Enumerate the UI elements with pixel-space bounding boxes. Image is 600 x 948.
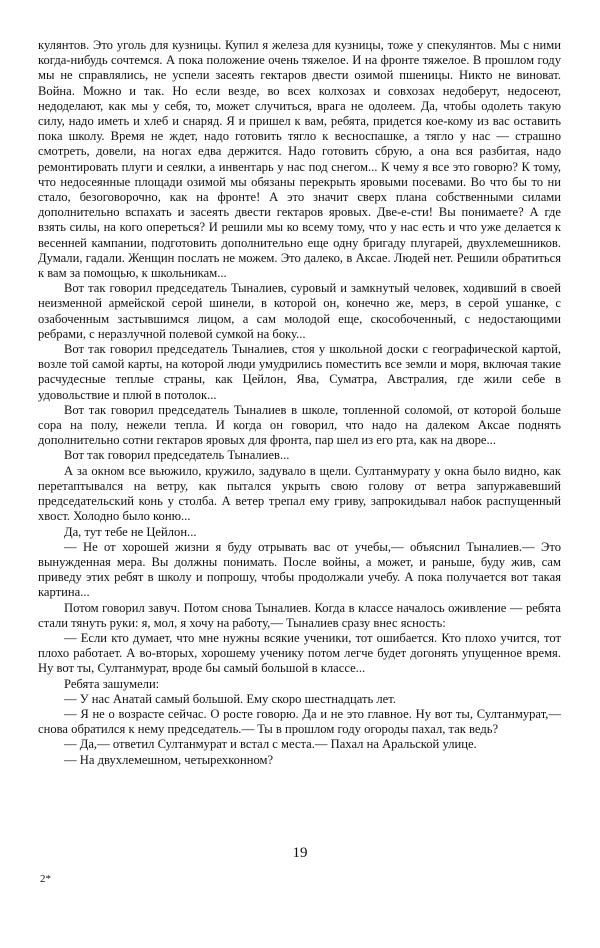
body-text xyxy=(38,38,561,768)
paragraph: — Я не о возрасте сейчас. О росте говорю. Да и не это главное. Ну вот ты, Султанмурат,— снова обратился к нему председатель.— Ты в прошлом году огороды пахал, так ведь? xyxy=(38,706,561,737)
paragraph: — Да,— ответил Султанмурат и встал с места.— Пахал на Аральской улице. xyxy=(64,737,477,752)
signature-mark: 2* xyxy=(40,873,51,885)
paragraph: — Не от хорошей жизни я буду отрывать вас от учебы,— объяснил Тыналиев.— Это вынужденная мера. Вы должны понимать. После войны, а может, и раньше, буду жив, сам приведу этих ребят в школу и попрошу, чтобы продолжали учебу. А пока получается вот такая картина... xyxy=(38,539,561,600)
paragraph: — Если кто думает, что мне нужны всякие ученики, тот ошибается. Кто плохо учится, тот плохо работает. А во-вторых, хорошему ученику потом легче будет догонять упущенное время. Ну вот ты, Султанмурат, вроде бы самый большой в классе... xyxy=(38,630,561,676)
paragraph: Вот так говорил председатель Тыналиев в школе, топленной соломой, от которой больше сора на полу, нежели тепла. И когда он говорил, что надо на далеком Аксае поднять дополнительно сотни гектаров яровых для фронта, пар шел из его рта, как на дворе... xyxy=(38,402,561,448)
paragraph: Ребята зашумели: xyxy=(64,676,160,691)
paragraph: кулянтов. Это уголь для кузницы. Купил я железа для кузницы, тоже у спекулянтов. Мы с ними когда-нибудь сочтемся. А пока положение очень тяжелое. И на фронте тяжелое. В прошлом году мы не справлялись, не успели засеять гектаров двести озимой пшеницы. Никто не виноват. Война. Можно и так. Но если везде, во всех колхозах и совхозах недоберут, недосеют, недоделают, как мы у себя, то, может случиться, врага не одолеем. Да, чтобы одолеть такую силу, надо иметь и хлеб и снаряд. Я и пришел к вам, ребята, придется кое-кому из вас оставить пока школу. Время не ждет, надо готовить тягло к весноспашке, а тягло у нас — страшно смотреть, довели, на ногах едва держится. Надо готовить сбрую, а она вся разбитая, надо ремонтировать плуги и сеялки, а инвентарь у нас под снегом... К чему я все это говорю? К тому, что недосеянные площади озимой мы обязаны перекрыть яровыми посевами. Во что бы то ни стало, безоговорочно, как на фронте! А это значит сверх плана собственными силами дополнительно вспахать и засеять двести гектаров яровых. Две-е-сти! Вы понимаете? А где взять силы, на кого опереться? И решили мы ко всему тому, что у нас есть и что уже делается к весенней кампании, подготовить дополнительно еще одну бригаду плугарей, двухлемешников. Думали, гадали. Женщин послать не можем. Это далеко, в Аксае. Людей нет. Решили обратиться к вам за помощью, к школьникам... xyxy=(38,38,561,281)
paragraph: Да, тут тебе не Цейлон... xyxy=(64,524,197,539)
paragraph: А за окном все вьюжило, кружило, задувало в щели. Султанмурату у окна было видно, как перетаптывался на ветру, как пытался укрыть свою голову от ветра запуржавевший председательский конь у столба. А ветер трепал ему гриву, запрокидывал набок распущенный хвост. Холодно было коню... xyxy=(38,463,561,524)
paragraph: — На двухлемешном, четырехконном? xyxy=(64,752,274,767)
paragraph: Вот так говорил председатель Тыналиев... xyxy=(64,448,290,463)
paragraph: Потом говорил завуч. Потом снова Тыналиев. Когда в классе началось оживление — ребята стали тянуть руки: я, мол, я хочу на работу,— Тыналиев сразу внес ясность: xyxy=(38,600,561,630)
paragraph: Вот так говорил председатель Тыналиев, суровый и замкнутый человек, ходивший в своей неизменной армейской серой шинели, в которой он, конечно же, мерз, в серой ушанке, с озабоченным застывшимся лицом, а сам молодой еще, скособоченный, с недостающими ребрами, с неразлучной полевой сумкой на боку... xyxy=(38,281,561,341)
paragraph: Вот так говорил председатель Тыналиев, стоя у школьной доски с географической картой, возле той самой карты, на которой люди умудрились поместить все земли и моря, включая такие расчудесные теплые страны, как Цейлон, Ява, Суматра, Австралия, где жили себе в удовольствие и плюй в потолок... xyxy=(38,342,561,402)
page-number: 19 xyxy=(292,845,308,861)
paragraph: — У нас Анатай самый большой. Ему скоро шестнадцать лет. xyxy=(64,691,396,706)
